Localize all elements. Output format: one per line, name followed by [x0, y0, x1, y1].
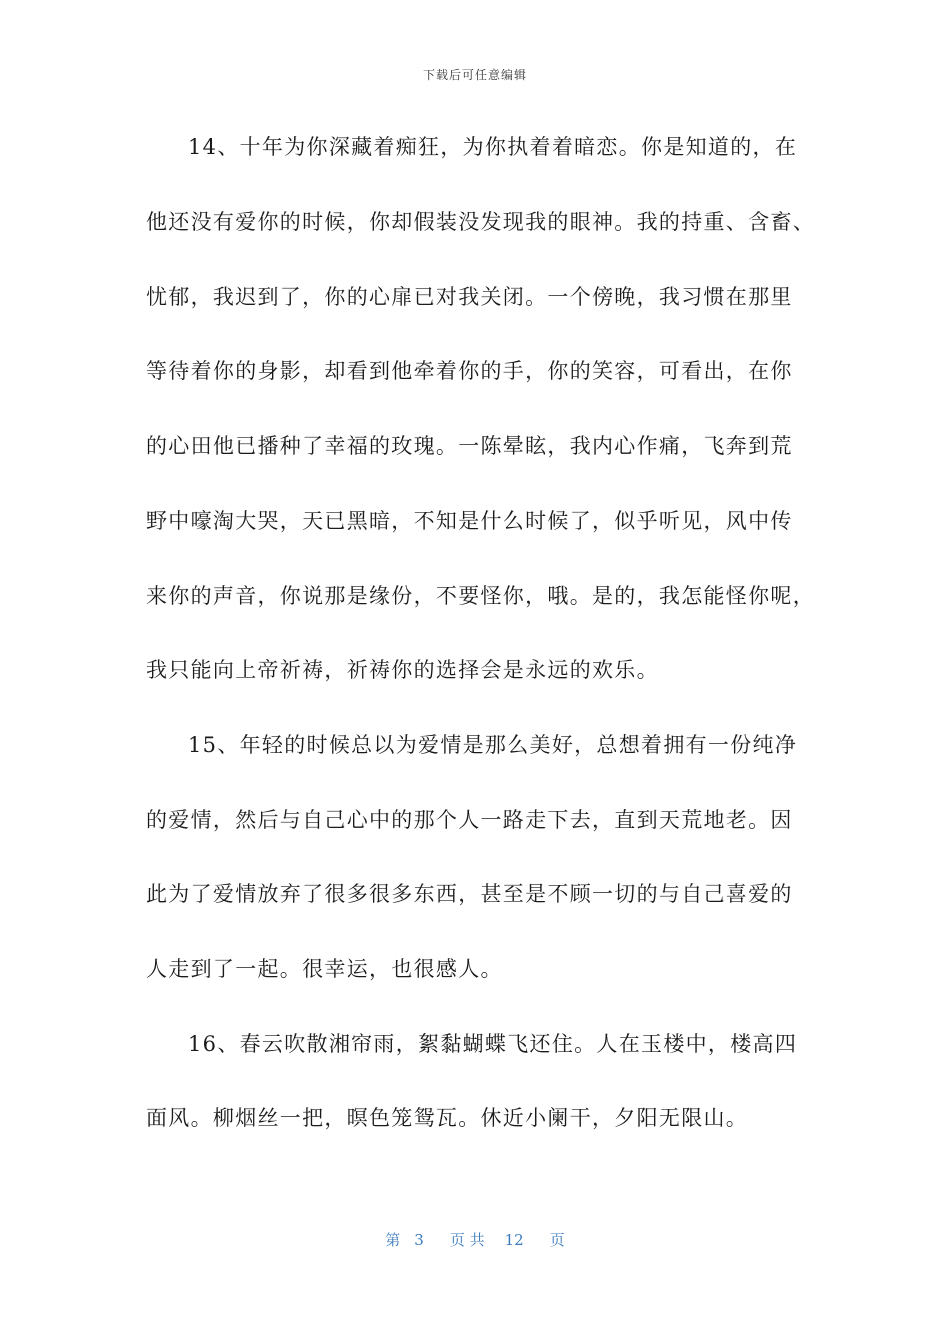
- paragraph-14-line-5: 的心田他已播种了幸福的玫瑰。一陈晕眩，我内心作痛，飞奔到荒: [146, 434, 793, 458]
- page-header: 下载后可任意编辑: [422, 68, 527, 82]
- page-footer: [0, 1229, 950, 1250]
- paragraph-14-line-2: 他还没有爱你的时候，你却假装没发现我的眼神。我的持重、含畜、: [146, 210, 815, 234]
- footer-total-pages: 12: [504, 1231, 524, 1249]
- paragraph-14-line-4: 等待着你的身影，却看到他牵着你的手，你的笑容，可看出，在你: [146, 359, 793, 383]
- paragraph-16-line-1: 16、春云吹散湘帘雨，絮黏蝴蝶飞还住。人在玉楼中，楼高四: [188, 1032, 798, 1056]
- paragraph-14-line-8: 我只能向上帝祈祷，祈祷你的选择会是永远的欢乐。: [146, 658, 659, 682]
- paragraph-15-line-2: 的爱情，然后与自己心中的那个人一路走下去，直到天荒地老。因: [146, 808, 793, 832]
- paragraph-15-line-4: 人走到了一起。很幸运，也很感人。: [146, 957, 503, 981]
- footer-prefix: 第: [385, 1231, 401, 1249]
- footer-suffix: 页: [549, 1231, 565, 1249]
- paragraph-14-line-7: 来你的声音，你说那是缘份，不要怪你，哦。是的，我怎能怪你呢，: [146, 584, 815, 608]
- footer-page-number: 3: [414, 1231, 424, 1249]
- footer-middle: 页 共: [449, 1231, 485, 1249]
- paragraph-16-line-2: 面风。柳烟丝一把，暝色笼鸳瓦。休近小阑干，夕阳无限山。: [146, 1106, 749, 1130]
- paragraph-14-line-6: 野中嚎淘大哭，天已黑暗，不知是什么时候了，似乎听见，风中传: [146, 509, 793, 533]
- paragraph-15-line-1: 15、年轻的时候总以为爱情是那么美好，总想着拥有一份纯净: [188, 733, 798, 757]
- paragraph-14-line-1: 14、十年为你深藏着痴狂，为你执着着暗恋。你是知道的，在: [188, 135, 798, 159]
- paragraph-14-line-3: 忧郁，我迟到了，你的心扉已对我关闭。一个傍晚，我习惯在那里: [146, 285, 793, 309]
- paragraph-15-line-3: 此为了爱情放弃了很多很多东西，甚至是不顾一切的与自己喜爱的: [146, 882, 793, 906]
